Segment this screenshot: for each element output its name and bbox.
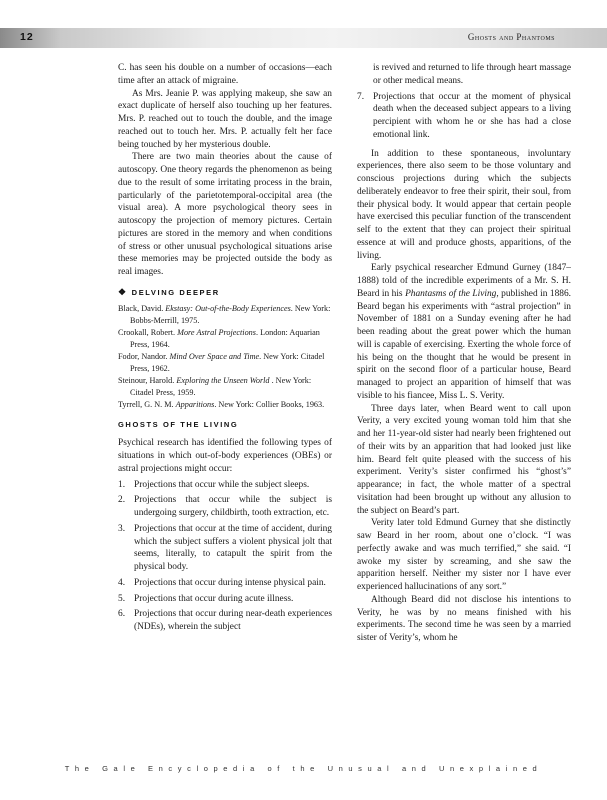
delving-deeper-heading: ❖ DELVING DEEPER [118,286,220,297]
reference-item: Black, David. Ekstasy: Out-of-the-Body Experiences. New York: Bobbs-Merrill, 1975. [118,303,331,325]
paragraph: Three days later, when Beard went to call upon Verity, a very excited young woman told him that she and her 11-year-old sister had nearly been frightened out of their wits by an apparition that had looked just like him. Beard felt quite pleased with the success of his experiment. Verity’s sister confirmed his “ghost’s” appearance; in fact, the whole matter of a spectral visitation had been brought up without any allusion to the subject on Beard’s part. [357,403,571,516]
running-head: Ghosts and Phantoms [467,32,555,42]
section-heading: GHOSTS OF THE LIVING [118,419,239,429]
reference-item: Tyrrell, G. N. M. Apparitions. New York: Collier Books, 1963. [118,399,325,409]
list-item: 5. Projections that occur during acute illness. [118,593,294,604]
reference-list [118,303,332,411]
left-column [118,62,332,634]
paragraph: Verity later told Edmund Gurney that she distinctly saw Beard in her room, about one o’clock. “I was perfectly awake and was much terrified,” she said. “I awoke my sister by screaming, and she saw the apparition herself. Neither my sister nor I have ever experienced hallucinations of any sort.” [357,518,571,592]
page-number: 12 [20,31,34,43]
numbered-list [118,479,332,634]
list-item: 6. Projections that occur during near-death experiences (NDEs), wherein the subject [118,609,332,632]
list-item: 3. Projections that occur at the time of accident, during which the subject suffers a violent physical jolt that seems, literally, to catapult the spirit from the physical body. [118,523,332,572]
paragraph: C. has seen his double on a number of occasions—each time after an attack of migraine. [118,63,332,86]
list-item-continuation: is revived and returned to life through heart massage or other medical means. [373,63,571,86]
diamond-bullet-icon: ❖ [118,286,128,297]
paragraph: In addition to these spontaneous, involuntary experiences, there also seem to be those voluntary and conscious projections during which the subjects deliberately endeavor to free their spirit, their soul, from their physical body. It would appear that certain people have exercised this peculiar function of the transcendent self to the extent that they can project their spiritual essence at will and produce ghosts, apparitions, of the living. [357,148,571,261]
paragraph: There are two main theories about the cause of autoscopy. One theory regards the phenomenon as being due to the result of some irritating process in the brain, particularly of the parietotemporal-occipital area (the visual area). A more psychological theory sees in autoscopy the projection of memory pictures. Certain pictures are stored in the memory and when conditions of stress or other unusual psychological situations arise these memories may be projected outside the body as real images. [118,152,332,277]
paragraph: As Mrs. Jeanie P. was applying makeup, she saw an exact duplicate of herself also touching up her features. Mrs. P. reached out to touch the double, and the image reached out to touch her. Mrs. P. actually felt her face being touched by her mysterious double. [118,88,332,150]
paragraph: Early psychical researcher Edmund Gurney (1847–1888) told of the incredible experiments of a Mr. S. H. Beard in his Phantasms of the Living, published in 1886. Beard began his experiments with “astral projection” in November of 1881 on a Sunday evening after he had been reading about the great power which the human will is capable of exercising. Exerting the whole force of his being on the thought that he would be present in spirit on the second floor of a particular house, Beard managed to project an apparition of himself that was visible to his fiancee, Miss L. S. Verity. [357,263,571,401]
list-item: 4. Projections that occur during intense physical pain. [118,577,326,588]
right-column [357,62,571,645]
paragraph: Although Beard did not disclose his intentions to Verity, he was by no means finished with his experiments. The second time he was seen by a married sister of Verity’s, whom he [357,594,571,643]
numbered-list-continued [357,62,571,142]
list-item: 1. Projections that occur while the subject sleeps. [118,479,310,490]
reference-item: Fodor, Nandor. Mind Over Space and Time. New York: Citadel Press, 1962. [118,351,325,373]
list-item: 2. Projections that occur while the subject is undergoing surgery, childbirth, tooth extraction, etc. [118,495,332,518]
list-item: 7. Projections that occur at the moment of physical death when the deceased subject appears to a living percipient with whom he or she has had a close emotional link. [357,91,571,140]
paragraph: Psychical research has identified the following types of situations in which out-of-body experiences (OBEs) or astral projections might occur: [118,438,332,474]
reference-item: Steinour, Harold. Exploring the Unseen World . New York: Citadel Press, 1959. [118,375,312,397]
footer-title: The Gale Encyclopedia of the Unusual and Unexplained [64,764,543,773]
reference-item: Crookall, Robert. More Astral Projections. London: Aquarian Press, 1964. [118,327,320,349]
